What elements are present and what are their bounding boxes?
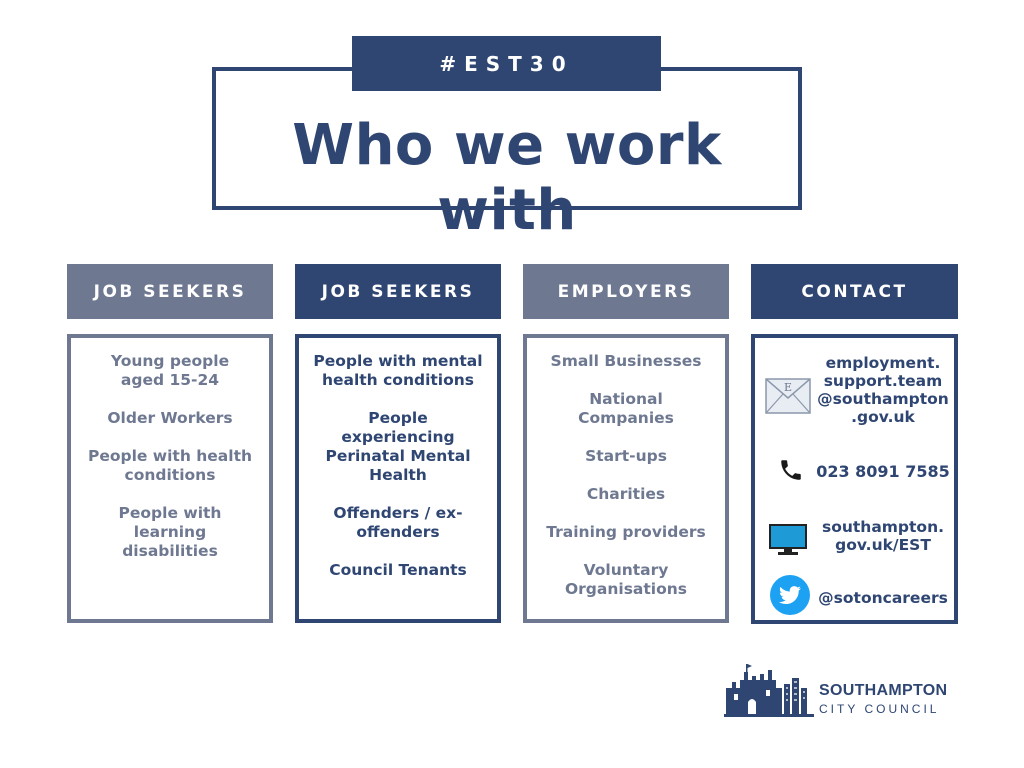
- logo-subtitle: CITY COUNCIL: [819, 702, 940, 716]
- list-item: Older Workers: [107, 409, 233, 427]
- list-item: Offenders / ex-offenders: [333, 504, 463, 541]
- twitter-handle[interactable]: @sotoncareers: [818, 589, 948, 607]
- list-item: People experiencing Perinatal Mental Health: [325, 409, 471, 484]
- employers-list: [523, 334, 729, 623]
- job-seekers-list-1: [67, 334, 273, 623]
- list-item: Charities: [586, 485, 666, 503]
- list-item: National Companies: [578, 390, 674, 427]
- list-item: People with learning disabilities: [118, 504, 222, 560]
- email-line: employment.: [825, 354, 941, 372]
- phone-icon: [777, 457, 805, 483]
- list-item: Voluntary Organisations: [564, 561, 688, 598]
- job-seekers-header-2: JOB SEEKERS: [295, 264, 501, 319]
- email-line: @southampton: [817, 390, 949, 408]
- list-item: People with mental health conditions: [313, 352, 483, 389]
- email-line: support.team: [823, 372, 943, 390]
- job-seekers-list-2: [295, 334, 501, 623]
- twitter-icon: [769, 574, 811, 616]
- envelope-icon: [765, 378, 811, 414]
- hashtag-banner: #EST30: [352, 36, 661, 91]
- email-line: .gov.uk: [851, 408, 915, 426]
- svg-text:E: E: [783, 381, 793, 394]
- monitor-icon: [769, 524, 807, 556]
- list-item: People with health conditions: [87, 447, 253, 484]
- contact-header: CONTACT: [751, 264, 958, 319]
- list-item: Start-ups: [585, 447, 667, 465]
- southampton-city-council-logo: [724, 662, 950, 718]
- list-item: Small Businesses: [550, 352, 702, 370]
- website-line: gov.uk/EST: [835, 536, 931, 554]
- list-item: Young people aged 15-24: [110, 352, 230, 389]
- website-link[interactable]: [813, 518, 953, 554]
- job-seekers-header-1: JOB SEEKERS: [67, 264, 273, 319]
- website-line: southampton.: [821, 518, 945, 536]
- email-address[interactable]: [813, 354, 953, 426]
- employers-header: EMPLOYERS: [523, 264, 729, 319]
- logo-name: SOUTHAMPTON: [819, 682, 948, 699]
- list-item: Training providers: [546, 523, 706, 541]
- contact-panel: [751, 334, 958, 624]
- phone-number[interactable]: 023 8091 7585: [816, 462, 950, 481]
- list-item: Council Tenants: [329, 561, 467, 579]
- castle-logo-icon: [724, 662, 814, 718]
- page-title: Who we work with: [292, 113, 722, 243]
